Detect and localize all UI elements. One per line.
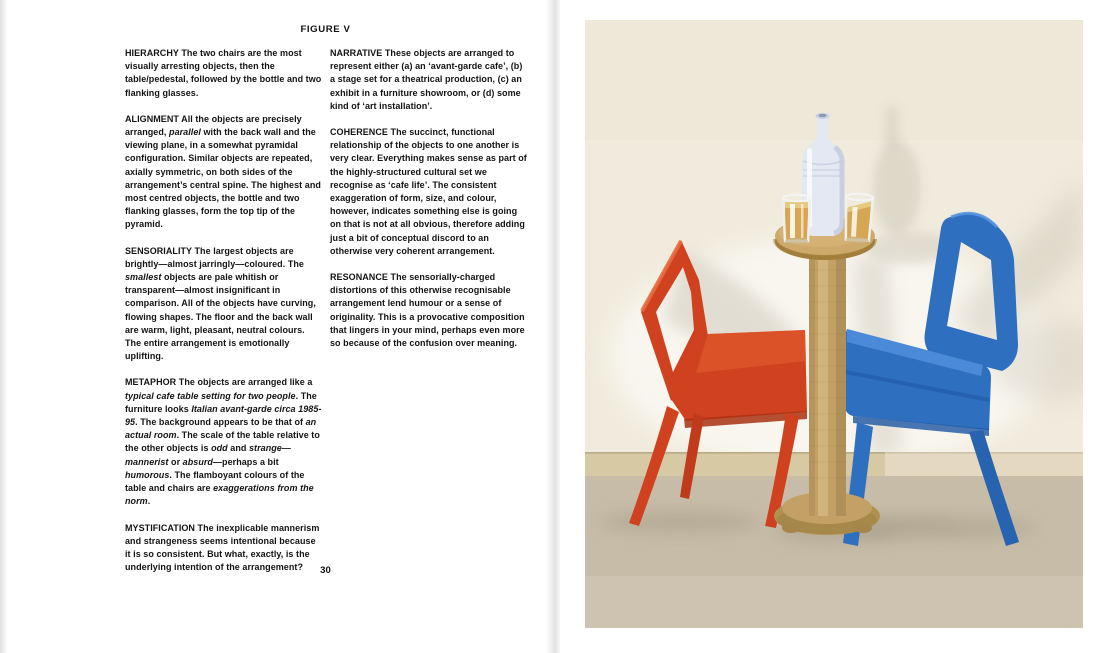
paragraph: ALIGNMENT All the objects are precisely arranged, parallel with the back wall and the viewing plane, in a somewhat pyramidal configuration. Similar objects are repeated, axially symmetric, on both sides of the arrangement’s central spine. The highest and most centred objects, the bottle and two flanking glasses, form the top tip of the pyramid. [125,113,321,230]
text-column-2 [330,47,527,363]
paragraph-heading: NARRATIVE [330,48,385,58]
paragraph: HIERARCHY The two chairs are the most visually arresting objects, then the table/pedestal, followed by the bottle and two flanking glasses. [125,48,322,98]
figure-label: FIGURE V [300,24,351,35]
text-column-1 [125,47,322,587]
paragraph-heading: COHERENCE [330,127,391,138]
page-edge-shadow [0,0,8,653]
paragraph-heading: MYSTIFICATION [125,522,198,533]
page-number: 30 [320,565,331,576]
left-glass [783,195,810,244]
paragraph-heading: ALIGNMENT [125,113,182,124]
paragraph-heading: METAPHOR [125,377,179,388]
paragraph-heading: RESONANCE [330,272,391,283]
paragraph-heading: HIERARCHY [125,48,182,58]
paragraph: MYSTIFICATION The inexplicable mannerism and strangeness seems intentional because it is so consistent. But what, exactly, is the underlying intention of the arrangement? [125,522,320,573]
paragraph-heading: SENSORIALITY [125,245,195,256]
paragraph: COHERENCE The succinct, functional relationship of the objects to one another is very clear. Everything makes sense as part of the highly-structured cultural set we recognise as ‘cafe life’. The consistent exaggeration of form, size, and colour, however, indicates something else is going on that is not at all obvious, therefore adding just a bit of conceptual discord to an otherwise very coherent arrangement. [330,127,527,256]
paragraph: RESONANCE The sensorially-charged distortions of this otherwise recognisable arrangement lend humour or a sense of originality. This is a provocative composition that lingers in your mind, perhaps even more so because of the confusion over meaning. [330,272,525,349]
paragraph: NARRATIVE These objects are arranged to represent either (a) an ‘avant-garde cafe’, (b) a stage set for a theatrical production, (c) an exhibit in a furniture showroom, or (d) some kind of ‘art installation’. [330,48,523,111]
cafe-table-painting [585,20,1083,628]
right-page [560,0,1100,653]
paragraph: METAPHOR The objects are arranged like a typical cafe table setting for two people. The furniture looks Italian avant-garde circa 1985-95. The background appears to be that of an actual room. The scale of the table relative to the other objects is odd and strange—mannerist or absurd—perhaps a bit humorous. The flamboyant colours of the table and chairs are exaggerations from the norm. [125,377,322,507]
paragraph: SENSORIALITY The largest objects are brightly—almost jarringly—coloured. The smallest objects are pale whitish or transparent—almost insignificant in comparison. All of the objects have curving, flowing shapes. The floor and the back wall are warm, light, pleasant, neutral colours. The entire arrangement is emotionally uplifting. [125,245,316,362]
